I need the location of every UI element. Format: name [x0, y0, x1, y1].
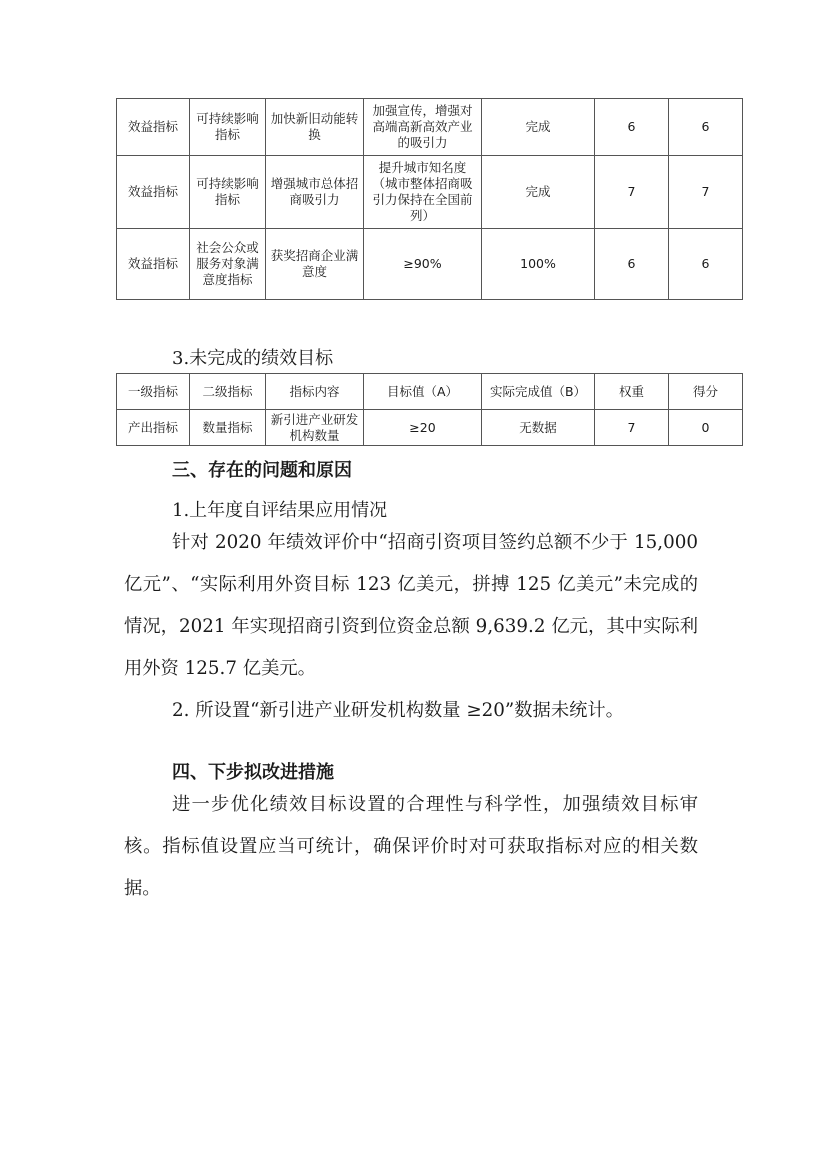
table-cell: 可持续影响指标	[190, 99, 266, 156]
table-cell: 7	[595, 156, 669, 229]
table-cell: 完成	[482, 99, 595, 156]
column-header: 实际完成值（B）	[482, 374, 595, 410]
table-cell: 增强城市总体招商吸引力	[266, 156, 364, 229]
table-cell: 效益指标	[117, 156, 190, 229]
table-cell: 100%	[482, 229, 595, 300]
table-cell: 7	[595, 410, 669, 446]
table-cell: ≥20	[364, 410, 482, 446]
table-cell: 加快新旧动能转换	[266, 99, 364, 156]
section-title-uncompleted: 3.未完成的绩效目标	[172, 348, 334, 369]
heading-problems: 三、存在的问题和原因	[172, 460, 352, 481]
subheading-previous-evaluation: 1.上年度自评结果应用情况	[172, 500, 388, 521]
table-cell: 效益指标	[117, 99, 190, 156]
table-cell: ≥90%	[364, 229, 482, 300]
column-header: 得分	[669, 374, 743, 410]
table-cell: 社会公众或服务对象满意度指标	[190, 229, 266, 300]
table-cell: 可持续影响指标	[190, 156, 266, 229]
table-cell: 7	[669, 156, 743, 229]
table-cell: 提升城市知名度（城市整体招商吸引力保持在全国前列）	[364, 156, 482, 229]
uncompleted-targets-table	[116, 373, 743, 446]
table-cell: 6	[669, 229, 743, 300]
heading-next-steps: 四、下步拟改进措施	[172, 762, 334, 783]
table-cell: 6	[595, 229, 669, 300]
column-header: 权重	[595, 374, 669, 410]
table-cell: 效益指标	[117, 229, 190, 300]
table-row	[117, 156, 743, 229]
paragraph-unstatistical-data: 2. 所设置“新引进产业研发机构数量 ≥20”数据未统计。	[172, 700, 624, 721]
table-cell: 产出指标	[117, 410, 190, 446]
paragraph-evaluation-application: 针对 2020 年绩效评价中“招商引资项目签约总额不少于 15,000 亿元”、“实际利用外资目标 123 亿美元，拼搏 125 亿美元”未完成的情况，2021 年实现招商引资到位资金总额 9,639.2 亿元，其中实际利用外资 125.7 亿美元。	[124, 532, 698, 679]
table-row	[117, 410, 743, 446]
table-cell: 新引进产业研发机构数量	[266, 410, 364, 446]
table-cell: 6	[669, 99, 743, 156]
table-cell: 完成	[482, 156, 595, 229]
column-header: 二级指标	[190, 374, 266, 410]
table-cell: 6	[595, 99, 669, 156]
completed-targets-table	[116, 98, 743, 300]
paragraph-improvement-measures: 进一步优化绩效目标设置的合理性与科学性，加强绩效目标审核。指标值设置应当可统计，确保评价时对可获取指标对应的相关数据。	[124, 794, 698, 899]
table-cell: 0	[669, 410, 743, 446]
table-row	[117, 99, 743, 156]
column-header: 一级指标	[117, 374, 190, 410]
table-cell: 数量指标	[190, 410, 266, 446]
table-cell: 加强宣传，增强对高端高新高效产业的吸引力	[364, 99, 482, 156]
table-row	[117, 229, 743, 300]
column-header: 指标内容	[266, 374, 364, 410]
column-header: 目标值（A）	[364, 374, 482, 410]
table-header-row	[117, 374, 743, 410]
table-cell: 无数据	[482, 410, 595, 446]
table-cell: 获奖招商企业满意度	[266, 229, 364, 300]
